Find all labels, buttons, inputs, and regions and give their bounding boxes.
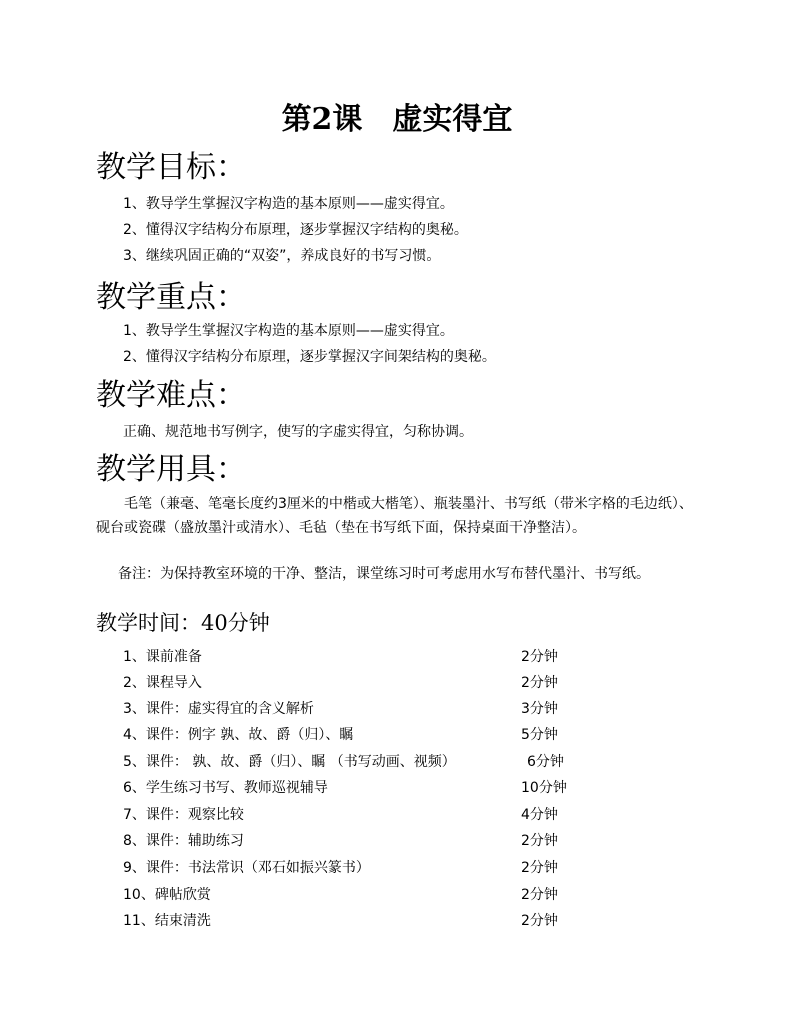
objective-item: 3、继续巩固正确的“双姿”，养成良好的书写习惯。	[123, 248, 441, 264]
schedule-item-time: 4分钟	[521, 807, 558, 823]
schedule-item-label: 8、课件：辅助练习	[123, 833, 244, 849]
schedule-item-label: 7、课件：观察比较	[123, 807, 244, 823]
schedule-item-time: 5分钟	[521, 727, 558, 743]
schedule-item-time: 3分钟	[521, 701, 558, 717]
schedule-item-label: 1、课前准备	[123, 649, 202, 665]
objective-item: 1、教导学生掌握汉字构造的基本原则——虚实得宜。	[123, 196, 454, 212]
schedule-row	[123, 673, 583, 699]
schedule-row	[123, 647, 583, 673]
objectives-heading: 教学目标：	[96, 150, 246, 185]
schedule-item-label: 4、课件：例字 孰、故、爵（归）、瞩	[123, 727, 354, 743]
schedule-row	[123, 725, 583, 751]
schedule-heading: 教学时间：40分钟	[96, 611, 270, 635]
schedule-row	[123, 778, 583, 804]
schedule-item-label: 10、碑帖欣赏	[123, 887, 211, 903]
schedule-item-time: 2分钟	[521, 833, 558, 849]
key-point-item: 1、教导学生掌握汉字构造的基本原则——虚实得宜。	[123, 323, 454, 339]
schedule-row	[123, 805, 583, 831]
schedule-item-time: 6分钟	[527, 754, 564, 770]
schedule-row	[123, 831, 583, 857]
schedule-item-time: 2分钟	[521, 860, 558, 876]
difficulties-heading: 教学难点：	[96, 378, 246, 413]
lesson-title: 第2课 虚实得宜	[281, 102, 513, 137]
schedule-item-time: 2分钟	[521, 649, 558, 665]
schedule-item-label: 9、课件：书法常识（邓石如振兴篆书）	[123, 860, 370, 876]
schedule-item-label: 11、结束清洗	[123, 913, 211, 929]
schedule-item-time: 2分钟	[521, 675, 558, 691]
schedule-item-label: 2、课程导入	[123, 675, 202, 691]
key-point-item: 2、懂得汉字结构分布原理，逐步掌握汉字间架结构的奥秘。	[123, 349, 496, 365]
difficulties-text: 正确、规范地书写例字，使写的字虚实得宜，匀称协调。	[123, 424, 473, 440]
schedule-item-time: 2分钟	[521, 887, 558, 903]
schedule-row	[123, 752, 583, 778]
schedule-item-time: 2分钟	[521, 913, 558, 929]
tools-note: 备注：为保持教室环境的干净、整洁，课堂练习时可考虑用水写布替代墨汁、书写纸。	[118, 566, 650, 582]
schedule-item-label: 5、课件： 孰、故、爵（归）、瞩 （书写动画、视频）	[123, 754, 456, 770]
schedule-row	[123, 911, 583, 937]
tools-text: 毛笔（兼毫、笔毫长度约3厘米的中楷或大楷笔）、瓶装墨汁、书写纸（带米字格的毛边纸）、砚台或瓷碟（盛放墨汁或清水）、毛毡（垫在书写纸下面，保持桌面干净整洁）。	[96, 496, 693, 536]
key-points-heading: 教学重点：	[96, 280, 246, 315]
objective-item: 2、懂得汉字结构分布原理，逐步掌握汉字结构的奥秘。	[123, 222, 468, 238]
schedule-row	[123, 699, 583, 725]
schedule-row	[123, 858, 583, 884]
schedule-row	[123, 885, 583, 911]
tools-heading: 教学用具：	[96, 452, 246, 487]
schedule-item-time: 10分钟	[521, 780, 567, 796]
schedule-item-label: 6、学生练习书写、教师巡视辅导	[123, 780, 328, 796]
schedule-item-label: 3、课件：虚实得宜的含义解析	[123, 701, 314, 717]
